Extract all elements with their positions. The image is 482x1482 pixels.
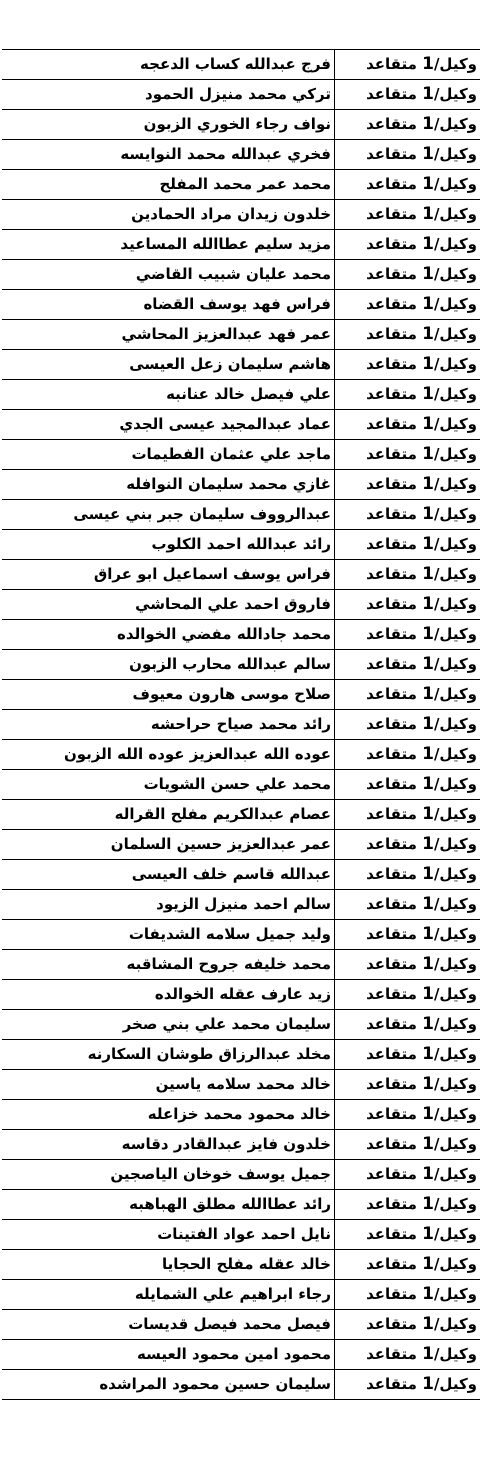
rank-number: 1	[422, 54, 434, 74]
rank-prefix: وكيل/	[433, 535, 477, 553]
rank-number: 1	[422, 1044, 434, 1064]
rank-suffix: متقاعد	[366, 85, 423, 103]
rank-number: 1	[422, 744, 434, 764]
rank-suffix: متقاعد	[366, 805, 423, 823]
rank-prefix: وكيل/	[433, 835, 477, 853]
table-row	[2, 470, 480, 500]
rank-number: 1	[422, 414, 434, 434]
rank-cell	[335, 200, 481, 230]
rank-prefix: وكيل/	[433, 805, 477, 823]
rank-number: 1	[422, 234, 434, 254]
rank-cell	[335, 1370, 481, 1400]
rank-suffix: متقاعد	[366, 715, 423, 733]
rank-prefix: وكيل/	[433, 895, 477, 913]
rank-prefix: وكيل/	[433, 175, 477, 193]
rank-number: 1	[422, 114, 434, 134]
rank-number: 1	[422, 624, 434, 644]
rank-suffix: متقاعد	[366, 385, 423, 403]
table-row	[2, 530, 480, 560]
table-row	[2, 1070, 480, 1100]
name-cell: مخلد عبدالرزاق طوشان السكارنه	[2, 1040, 335, 1070]
rank-suffix: متقاعد	[366, 655, 423, 673]
rank-suffix: متقاعد	[366, 595, 423, 613]
rank-prefix: وكيل/	[433, 1285, 477, 1303]
table-row	[2, 410, 480, 440]
rank-number: 1	[422, 714, 434, 734]
rank-suffix: متقاعد	[366, 1315, 423, 1333]
table-row	[2, 710, 480, 740]
name-cell: زيد عارف عقله الخوالده	[2, 980, 335, 1010]
table-row	[2, 1220, 480, 1250]
table-row	[2, 110, 480, 140]
name-cell: خالد محمد سلامه ياسين	[2, 1070, 335, 1100]
rank-number: 1	[422, 444, 434, 464]
rank-prefix: وكيل/	[433, 745, 477, 763]
table-row	[2, 830, 480, 860]
name-cell: عبدالرووف سليمان جبر بني عيسى	[2, 500, 335, 530]
table-row	[2, 290, 480, 320]
name-cell: محمود امين محمود العيسه	[2, 1340, 335, 1370]
rank-prefix: وكيل/	[433, 955, 477, 973]
rank-number: 1	[422, 474, 434, 494]
name-cell: وليد جميل سلامه الشديفات	[2, 920, 335, 950]
table-row	[2, 740, 480, 770]
rank-prefix: وكيل/	[433, 685, 477, 703]
table-row	[2, 380, 480, 410]
rank-suffix: متقاعد	[366, 1105, 423, 1123]
rank-suffix: متقاعد	[366, 265, 423, 283]
table-row	[2, 1340, 480, 1370]
table-row	[2, 680, 480, 710]
table-row	[2, 980, 480, 1010]
table-row	[2, 50, 480, 80]
name-cell: فراس يوسف اسماعيل ابو عراق	[2, 560, 335, 590]
table-row	[2, 920, 480, 950]
rank-cell	[335, 380, 481, 410]
rank-suffix: متقاعد	[366, 865, 423, 883]
rank-prefix: وكيل/	[433, 655, 477, 673]
rank-number: 1	[422, 144, 434, 164]
rank-number: 1	[422, 384, 434, 404]
table-row	[2, 260, 480, 290]
rank-prefix: وكيل/	[433, 775, 477, 793]
rank-prefix: وكيل/	[433, 565, 477, 583]
rank-cell	[335, 650, 481, 680]
name-cell: فراس فهد يوسف القضاه	[2, 290, 335, 320]
rank-cell	[335, 890, 481, 920]
table-row	[2, 1010, 480, 1040]
rank-number: 1	[422, 804, 434, 824]
retiree-roster-table	[2, 49, 480, 1400]
rank-number: 1	[422, 1224, 434, 1244]
name-cell: خلدون زيدان مراد الحمادين	[2, 200, 335, 230]
rank-cell	[335, 980, 481, 1010]
rank-cell	[335, 860, 481, 890]
rank-suffix: متقاعد	[366, 955, 423, 973]
rank-cell	[335, 230, 481, 260]
rank-prefix: وكيل/	[433, 385, 477, 403]
rank-suffix: متقاعد	[366, 1165, 423, 1183]
name-cell: رائد عطاالله مطلق الهباهبه	[2, 1190, 335, 1220]
rank-cell	[335, 80, 481, 110]
rank-cell	[335, 470, 481, 500]
name-cell: فرج عبدالله كساب الدعجه	[2, 50, 335, 80]
table-row	[2, 1370, 480, 1400]
rank-number: 1	[422, 894, 434, 914]
rank-number: 1	[422, 984, 434, 1004]
rank-number: 1	[422, 594, 434, 614]
rank-cell	[335, 410, 481, 440]
rank-suffix: متقاعد	[366, 1075, 423, 1093]
rank-suffix: متقاعد	[366, 235, 423, 253]
name-cell: خلدون فايز عبدالقادر دقاسه	[2, 1130, 335, 1160]
rank-suffix: متقاعد	[366, 415, 423, 433]
rank-cell	[335, 770, 481, 800]
rank-cell	[335, 140, 481, 170]
rank-suffix: متقاعد	[366, 295, 423, 313]
rank-prefix: وكيل/	[433, 415, 477, 433]
rank-suffix: متقاعد	[366, 685, 423, 703]
rank-number: 1	[422, 84, 434, 104]
rank-prefix: وكيل/	[433, 1075, 477, 1093]
name-cell: فخري عبدالله محمد النوايسه	[2, 140, 335, 170]
name-cell: فاروق احمد علي المحاشي	[2, 590, 335, 620]
name-cell: غازي محمد سليمان النوافله	[2, 470, 335, 500]
rank-suffix: متقاعد	[366, 475, 423, 493]
rank-prefix: وكيل/	[433, 1375, 477, 1393]
table-row	[2, 770, 480, 800]
rank-number: 1	[422, 354, 434, 374]
name-cell: سالم عبدالله محارب الزبون	[2, 650, 335, 680]
rank-number: 1	[422, 294, 434, 314]
table-row	[2, 230, 480, 260]
rank-suffix: متقاعد	[366, 985, 423, 1003]
rank-prefix: وكيل/	[433, 295, 477, 313]
rank-prefix: وكيل/	[433, 115, 477, 133]
rank-cell	[335, 1160, 481, 1190]
rank-cell	[335, 350, 481, 380]
name-cell: نواف رجاء الخوري الزبون	[2, 110, 335, 140]
rank-prefix: وكيل/	[433, 235, 477, 253]
table-row	[2, 80, 480, 110]
rank-prefix: وكيل/	[433, 595, 477, 613]
rank-prefix: وكيل/	[433, 1135, 477, 1153]
rank-suffix: متقاعد	[366, 1345, 423, 1363]
rank-number: 1	[422, 684, 434, 704]
rank-number: 1	[422, 1194, 434, 1214]
table-row	[2, 860, 480, 890]
rank-cell	[335, 950, 481, 980]
rank-cell	[335, 1280, 481, 1310]
rank-number: 1	[422, 954, 434, 974]
table-row	[2, 590, 480, 620]
name-cell: نايل احمد عواد الفتينات	[2, 1220, 335, 1250]
table-row	[2, 320, 480, 350]
rank-cell	[335, 1220, 481, 1250]
name-cell: عبدالله قاسم خلف العيسى	[2, 860, 335, 890]
rank-suffix: متقاعد	[366, 1225, 423, 1243]
rank-number: 1	[422, 1314, 434, 1334]
rank-number: 1	[422, 1164, 434, 1184]
name-cell: عمر عبدالعزيز حسين السلمان	[2, 830, 335, 860]
table-row	[2, 950, 480, 980]
rank-cell	[335, 50, 481, 80]
rank-cell	[335, 1070, 481, 1100]
rank-prefix: وكيل/	[433, 505, 477, 523]
rank-suffix: متقاعد	[366, 1135, 423, 1153]
rank-prefix: وكيل/	[433, 55, 477, 73]
name-cell: رجاء ابراهيم علي الشمايله	[2, 1280, 335, 1310]
rank-number: 1	[422, 1284, 434, 1304]
rank-suffix: متقاعد	[366, 1375, 423, 1393]
name-cell: صلاح موسى هارون معيوف	[2, 680, 335, 710]
rank-suffix: متقاعد	[366, 625, 423, 643]
name-cell: تركي محمد منيزل الحمود	[2, 80, 335, 110]
table-row	[2, 200, 480, 230]
rank-cell	[335, 1250, 481, 1280]
rank-cell	[335, 440, 481, 470]
rank-prefix: وكيل/	[433, 265, 477, 283]
table-row	[2, 1160, 480, 1190]
rank-prefix: وكيل/	[433, 325, 477, 343]
name-cell: خالد محمود محمد خزاعله	[2, 1100, 335, 1130]
rank-cell	[335, 800, 481, 830]
rank-number: 1	[422, 564, 434, 584]
rank-number: 1	[422, 924, 434, 944]
rank-suffix: متقاعد	[366, 1015, 423, 1033]
table-row	[2, 800, 480, 830]
name-cell: جميل يوسف خوخان الياصجين	[2, 1160, 335, 1190]
rank-prefix: وكيل/	[433, 85, 477, 103]
rank-cell	[335, 1190, 481, 1220]
name-cell: خالد عقله مفلح الحجايا	[2, 1250, 335, 1280]
rank-prefix: وكيل/	[433, 145, 477, 163]
rank-suffix: متقاعد	[366, 55, 423, 73]
rank-suffix: متقاعد	[366, 1255, 423, 1273]
name-cell: عمر فهد عبدالعزيز المحاشي	[2, 320, 335, 350]
rank-prefix: وكيل/	[433, 445, 477, 463]
name-cell: رائد عبدالله احمد الكلوب	[2, 530, 335, 560]
rank-number: 1	[422, 1374, 434, 1394]
rank-cell	[335, 320, 481, 350]
name-cell: عوده الله عبدالعزيز عوده الله الزبون	[2, 740, 335, 770]
rank-suffix: متقاعد	[366, 925, 423, 943]
table-row	[2, 170, 480, 200]
rank-prefix: وكيل/	[433, 1255, 477, 1273]
rank-suffix: متقاعد	[366, 535, 423, 553]
rank-number: 1	[422, 534, 434, 554]
name-cell: علي فيصل خالد عنانبه	[2, 380, 335, 410]
rank-suffix: متقاعد	[366, 1045, 423, 1063]
name-cell: محمد جادالله مفضي الخوالده	[2, 620, 335, 650]
table-row	[2, 620, 480, 650]
name-cell: محمد عمر محمد المفلح	[2, 170, 335, 200]
name-cell: فيصل محمد فيصل قديسات	[2, 1310, 335, 1340]
name-cell: محمد علي حسن الشويات	[2, 770, 335, 800]
rank-number: 1	[422, 204, 434, 224]
rank-prefix: وكيل/	[433, 1105, 477, 1123]
table-row	[2, 1190, 480, 1220]
rank-number: 1	[422, 1014, 434, 1034]
rank-prefix: وكيل/	[433, 1045, 477, 1063]
name-cell: ماجد علي عثمان الفطيمات	[2, 440, 335, 470]
rank-cell	[335, 260, 481, 290]
rank-cell	[335, 1130, 481, 1160]
rank-suffix: متقاعد	[366, 325, 423, 343]
rank-cell	[335, 740, 481, 770]
table-row	[2, 350, 480, 380]
rank-number: 1	[422, 1344, 434, 1364]
name-cell: هاشم سليمان زعل العيسى	[2, 350, 335, 380]
table-row	[2, 1310, 480, 1340]
rank-cell	[335, 290, 481, 320]
table-row	[2, 500, 480, 530]
rank-suffix: متقاعد	[366, 505, 423, 523]
rank-prefix: وكيل/	[433, 1315, 477, 1333]
rank-number: 1	[422, 324, 434, 344]
rank-number: 1	[422, 174, 434, 194]
table-row	[2, 1250, 480, 1280]
name-cell: سليمان حسين محمود المراشده	[2, 1370, 335, 1400]
rank-prefix: وكيل/	[433, 1015, 477, 1033]
rank-prefix: وكيل/	[433, 625, 477, 643]
rank-cell	[335, 590, 481, 620]
table-row	[2, 1280, 480, 1310]
rank-prefix: وكيل/	[433, 715, 477, 733]
rank-number: 1	[422, 774, 434, 794]
table-row	[2, 440, 480, 470]
rank-prefix: وكيل/	[433, 925, 477, 943]
name-cell: عماد عبدالمجيد عيسى الجدي	[2, 410, 335, 440]
name-cell: محمد خليفه جروح المشاقبه	[2, 950, 335, 980]
name-cell: رائد محمد صياح حراحشه	[2, 710, 335, 740]
rank-cell	[335, 1010, 481, 1040]
rank-suffix: متقاعد	[366, 1285, 423, 1303]
roster-body	[2, 50, 480, 1400]
rank-cell	[335, 1100, 481, 1130]
rank-cell	[335, 680, 481, 710]
rank-suffix: متقاعد	[366, 145, 423, 163]
rank-cell	[335, 620, 481, 650]
rank-suffix: متقاعد	[366, 745, 423, 763]
rank-suffix: متقاعد	[366, 775, 423, 793]
table-row	[2, 1040, 480, 1070]
rank-cell	[335, 1340, 481, 1370]
rank-number: 1	[422, 1104, 434, 1124]
rank-number: 1	[422, 1254, 434, 1274]
rank-number: 1	[422, 834, 434, 854]
rank-number: 1	[422, 264, 434, 284]
rank-cell	[335, 1040, 481, 1070]
table-row	[2, 140, 480, 170]
rank-prefix: وكيل/	[433, 355, 477, 373]
rank-cell	[335, 500, 481, 530]
name-cell: سالم احمد منيزل الزيود	[2, 890, 335, 920]
table-row	[2, 650, 480, 680]
rank-prefix: وكيل/	[433, 1225, 477, 1243]
rank-number: 1	[422, 864, 434, 884]
rank-cell	[335, 530, 481, 560]
name-cell: محمد عليان شبيب القاضي	[2, 260, 335, 290]
rank-suffix: متقاعد	[366, 355, 423, 373]
rank-suffix: متقاعد	[366, 175, 423, 193]
rank-cell	[335, 830, 481, 860]
table-row	[2, 560, 480, 590]
rank-cell	[335, 170, 481, 200]
rank-cell	[335, 1310, 481, 1340]
rank-suffix: متقاعد	[366, 1195, 423, 1213]
rank-number: 1	[422, 654, 434, 674]
rank-suffix: متقاعد	[366, 115, 423, 133]
table-row	[2, 890, 480, 920]
rank-prefix: وكيل/	[433, 985, 477, 1003]
rank-number: 1	[422, 1074, 434, 1094]
rank-cell	[335, 560, 481, 590]
rank-suffix: متقاعد	[366, 565, 423, 583]
rank-prefix: وكيل/	[433, 1165, 477, 1183]
rank-cell	[335, 710, 481, 740]
table-row	[2, 1130, 480, 1160]
name-cell: عصام عبدالكريم مفلح القراله	[2, 800, 335, 830]
rank-prefix: وكيل/	[433, 205, 477, 223]
rank-suffix: متقاعد	[366, 895, 423, 913]
rank-number: 1	[422, 504, 434, 524]
rank-suffix: متقاعد	[366, 205, 423, 223]
name-cell: سليمان محمد علي بني صخر	[2, 1010, 335, 1040]
rank-cell	[335, 920, 481, 950]
table-row	[2, 1100, 480, 1130]
name-cell: مزيد سليم عطاالله المساعيد	[2, 230, 335, 260]
rank-number: 1	[422, 1134, 434, 1154]
rank-prefix: وكيل/	[433, 865, 477, 883]
rank-suffix: متقاعد	[366, 445, 423, 463]
rank-prefix: وكيل/	[433, 475, 477, 493]
rank-prefix: وكيل/	[433, 1345, 477, 1363]
rank-suffix: متقاعد	[366, 835, 423, 853]
rank-prefix: وكيل/	[433, 1195, 477, 1213]
rank-cell	[335, 110, 481, 140]
